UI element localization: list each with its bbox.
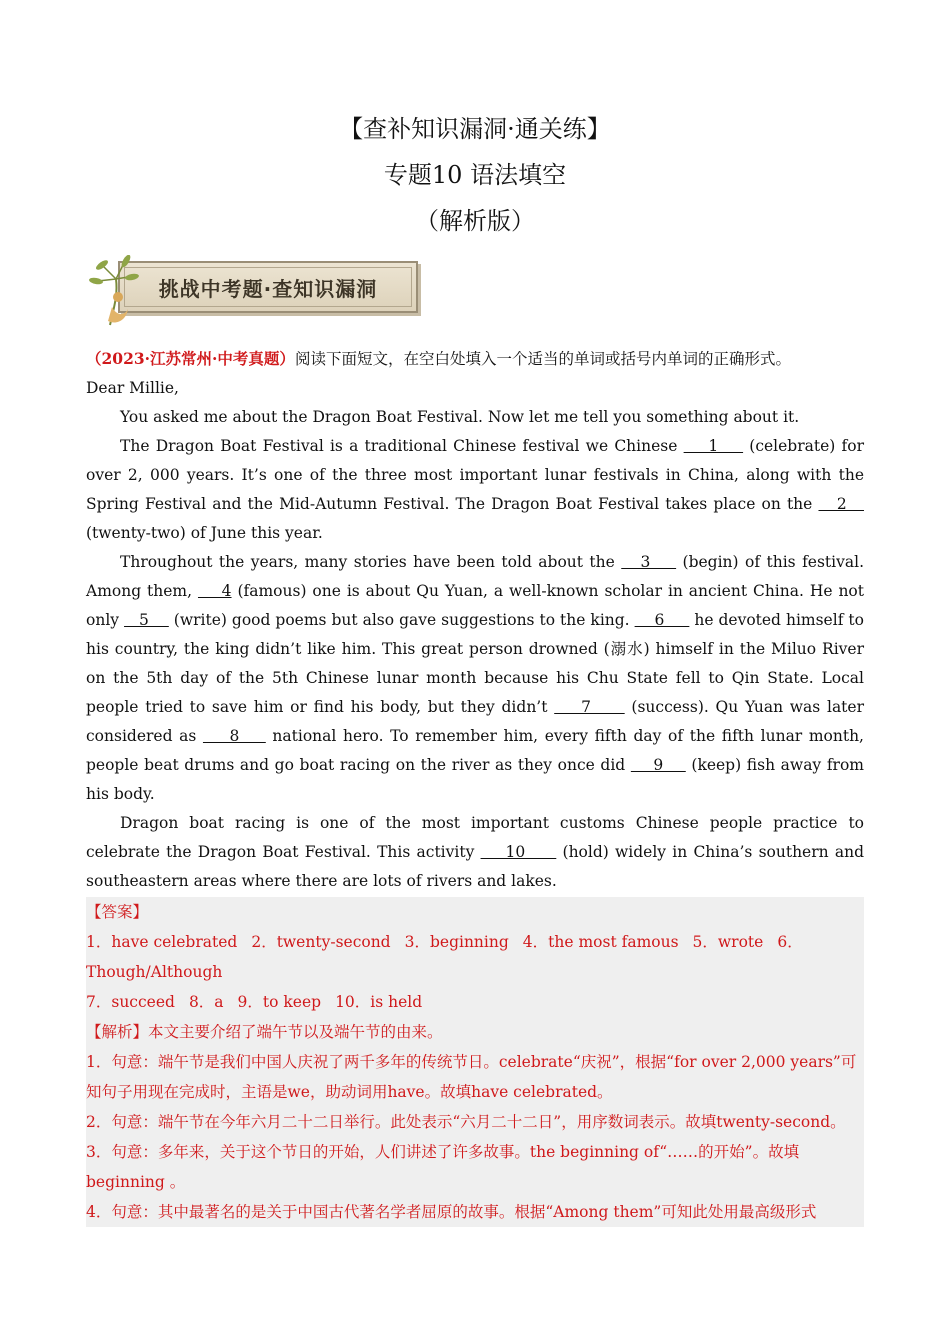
answer-row-2: [86, 987, 864, 1017]
answer-item: 3．beginning: [404, 933, 509, 951]
explanation-1: 1．句意：端午节是我们中国人庆祝了两千多年的传统节日。celebrate“庆祝”，根据“for over 2,000 years”可知句子用现在完成时，主语是we，助动词用have。故填have celebrated。: [86, 1053, 857, 1101]
paragraph-1: You asked me about the Dragon Boat Festival. Now let me tell you something about it.: [120, 408, 800, 426]
text-segment: (write) good poems but also gave suggestions to the king.: [168, 611, 635, 629]
answer-item: 9．to keep: [237, 993, 322, 1011]
text-segment: (begin) of this festival. Among them,: [86, 553, 864, 600]
title-line-3: （解析版）: [415, 207, 535, 235]
blank-1: 1: [683, 437, 744, 455]
text-segment: (celebrate) for over 2, 000 years. It’s one of the three most important lunar festivals in China, along with the Spring Festival and the Mid-Autumn Festival. The Dragon Boat Festival takes place on the: [86, 437, 865, 513]
blank-9: 9: [630, 756, 686, 774]
answer-item: 6．Though/Although: [86, 933, 803, 981]
ginseng-plant-icon: [88, 255, 148, 327]
answer-item: 4．the most famous: [522, 933, 679, 951]
question-instruction-line: [86, 344, 864, 374]
blank-5: 5: [124, 611, 169, 629]
explanation-4: 4．句意：其中最著名的是关于中国古代著名学者屈原的故事。根据“Among them”可知此处用最高级形式: [86, 1203, 817, 1221]
text-segment: The Dragon Boat Festival is a traditional Chinese festival we Chinese: [120, 437, 684, 455]
text-segment: (twenty-two) of June this year.: [86, 524, 323, 542]
text-segment: Dragon boat racing is one of the most important customs Chinese people practice to celebrate the Dragon Boat Festival. This activity: [86, 814, 864, 861]
blank-8: 8: [202, 727, 266, 745]
blank-7: 7: [554, 698, 625, 716]
title-line-1: 【查补知识漏洞·通关练】: [339, 115, 611, 143]
text-segment: he devoted himself to his country, the king didn’t like him. This great person drowned (溺水) himself in the Miluo River on the 5th day of the 5th Chinese lunar month because his Chu State fell to Qin State. Local people tried to save him or find his body, but they didn’t: [86, 611, 864, 716]
blank-4: 4: [197, 582, 232, 600]
answer-item: 5．wrote: [692, 933, 764, 951]
answer-item: 2．twenty-second: [251, 933, 391, 951]
answer-label: 【答案】: [86, 903, 149, 921]
answer-item: 7．succeed: [86, 993, 175, 1011]
text-segment: (hold) widely in China’s southern and southeastern areas where there are lots of rivers and lakes.: [86, 843, 864, 890]
question-source: （2023·江苏常州·中考真题）: [86, 349, 295, 368]
answer-item: 8．a: [188, 993, 224, 1011]
banner-frame: [118, 261, 418, 313]
analysis-heading: 【解析】本文主要介绍了端午节以及端午节的由来。: [86, 1023, 443, 1041]
blank-2: 2: [818, 495, 864, 513]
text-segment: (famous) one is about Qu Yuan, a well-known scholar in ancient China. He not only: [86, 582, 864, 629]
blank-6: 6: [634, 611, 690, 629]
paragraph-4: [86, 809, 864, 896]
answer-section: [86, 897, 864, 1227]
letter-greeting: Dear Millie,: [86, 379, 179, 397]
text-segment: (keep) fish away from his body.: [86, 756, 864, 803]
question-body: [86, 344, 864, 954]
answer-item: 10．is held: [335, 993, 423, 1011]
text-segment: national hero. To remember him, every fifth day of the fifth lunar month, people beat drums and go boat racing on the river as they once did: [86, 727, 864, 774]
blank-10: 10: [480, 843, 557, 861]
paragraph-3: [86, 548, 864, 809]
answer-item: 1．have celebrated: [86, 933, 238, 951]
blank-3: 3: [621, 553, 677, 571]
answer-row-1: [86, 927, 864, 987]
banner-text: 挑战中考题·查知识漏洞: [158, 277, 378, 301]
paragraph-2: [86, 432, 864, 548]
explanation-3: 3．句意：多年来，关于这个节日的开始，人们讲述了许多故事。the beginning of“……的开始”。故填beginning 。: [86, 1143, 800, 1191]
title-line-2: 专题10 语法填空: [383, 161, 567, 189]
explanation-2: 2．句意：端午节在今年六月二十二日举行。此处表示“六月二十二日”，用序数词表示。故填twenty-second。: [86, 1113, 846, 1131]
question-instruction: 阅读下面短文，在空白处填入一个适当的单词或括号内单词的正确形式。: [294, 350, 791, 368]
text-segment: Throughout the years, many stories have been told about the: [120, 553, 622, 571]
section-banner: [88, 255, 418, 327]
text-segment: (success). Qu Yuan was later considered as: [86, 698, 864, 745]
